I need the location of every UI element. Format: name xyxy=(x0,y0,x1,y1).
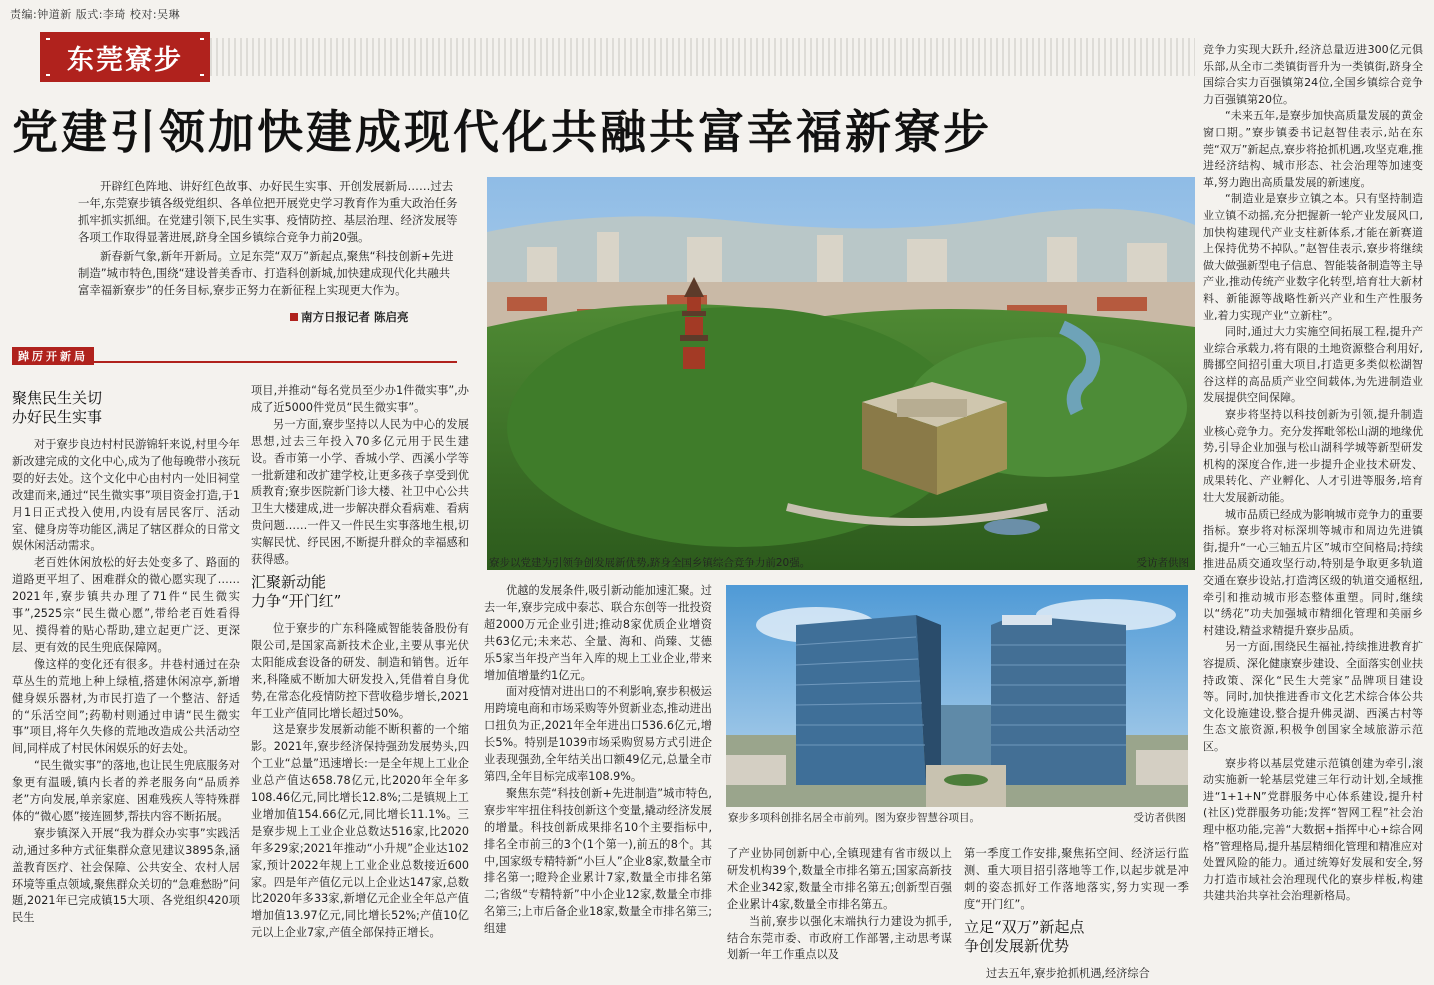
section-label: 东莞寮步 xyxy=(40,32,210,82)
subhead-line: 争创发展新优势 xyxy=(964,936,1070,955)
office-tower-left xyxy=(796,615,941,785)
staff-credits: 责编:钟道新 版式:李琦 校对:吴琳 xyxy=(10,8,181,21)
headline: 党建引领加快建成现代化共融共富幸福新寮步 xyxy=(12,105,992,159)
paragraph: “制造业是寮步立镇之本。只有坚持制造业立镇不动摇,充分把握新一轮产业发展风口,加快构建现代产业支柱新体系,才能在新赛道上保持优势不掉队。”赵智佳表示,寮步将继续做大做强新型电子信息、智能装备制造等主导产业,推动传统产业数字化转型,培育壮大新材料、新能源等战略性新兴产业和生产性服务业,着力实现产业“立新柱”。 xyxy=(1203,192,1423,322)
photo-caption-2 xyxy=(728,810,1186,825)
paragraph: “未来五年,是寮步加快高质量发展的黄金窗口期。”寮步镇委书记赵智佳表示,站在东莞“双万”新起点,寮步将抢抓机遇,攻坚克难,推进经济结构、城市形态、社会治理等加速变革,努力跑出高质量发展的新速度。 xyxy=(1203,109,1423,189)
paragraph: 对于寮步良边村村民游锦轩来说,村里今年新改建完成的文化中心,成为了他每晚带小孩玩耍的好去处。这个文化中心由村内一处旧祠堂改建而来,通过“民生微实事”项目资金打造,于1月1日正式投入使用,内设有居民客厅、活动室、健身房等功能区,满足了辖区群众的日常文娱休闲活动需求。 xyxy=(12,438,240,553)
paragraph: 项目,并推动“每名党员至少办1件微实事”,办成了近5000件党员“民生微实事”。 xyxy=(251,384,469,414)
tech-park-illustration xyxy=(726,585,1188,807)
photo-tech-park xyxy=(726,585,1188,807)
caption-text: 寮步多项科创排名居全市前列。图为寮步智慧谷项目。 xyxy=(728,812,980,824)
paragraph: 优越的发展条件,吸引新动能加速汇聚。过去一年,寮步完成中泰芯、联合东创等一批投资超2000万元企业引进;推动8家优质企业增资共63亿元;未来芯、全量、海和、尚臻、艾德乐5家当年投产当年入库的规上工业企业,带来增加值增量约1亿元。 xyxy=(484,584,712,682)
paragraph: 同时,通过大力实施空间拓展工程,提升产业综合承载力,将有限的土地资源整合利用好,腾挪空间招引重大项目,打造更多类似松湖智谷这样的高品质产业空间载体,为先进制造业发展提供空间保障。 xyxy=(1203,325,1423,405)
article-column-3 xyxy=(484,583,712,938)
paragraph: 这是寮步发展新动能不断积蓄的一个缩影。2021年,寮步经济保持强劲发展势头,四个工业“总量”迅速增长:一是全年规上工业企业总产值达658.78亿元,比2020年全年多108.46亿元,同比增长12.8%;二是镇规上工业增加值154.66亿元,同比增长11.1%。三是寮步规上工业企业总数达516家,比2020年多29家;2021年推动“小升规”企业达102家,预计2022年规上工业企业总数接近600家。四是年产值亿元以上企业达147家,总数比2020年多33家,新增亿元企业全年总产值增加值13.97亿元,同比增长52%;产值10亿元以上企业7家,产值全部保持正增长。 xyxy=(251,723,469,940)
article-column-5 xyxy=(964,846,1189,983)
article-column-1 xyxy=(12,385,240,927)
paragraph: 老百姓休闲放松的好去处变多了、路面的道路更平坦了、困难群众的微心愿实现了……2021年,寮步镇共办理了71件“民生微实事”,2525宗“民生微心愿”,带给老百姓看得见、摸得着的贴心帮助,建立起更广泛、更深层、更有效的民生兜底保障网。 xyxy=(12,556,240,654)
subhead xyxy=(12,389,240,427)
paragraph: 了产业协同创新中心,全镇现建有省市级以上研发机构39个,数量全市排名第五;国家高新技术企业342家,数量全市排名第五;创新型百强企业累计4家,数量全市排名第五。 xyxy=(727,847,952,911)
paragraph: 竞争力实现大跃升,经济总量迈进300亿元俱乐部,从全市二类镇街晋升为一类镇街,跻身全国综合实力百强镇第24位,全国乡镇综合竞争力百强镇第20位。 xyxy=(1203,43,1423,106)
subhead-line: 力争“开门红” xyxy=(251,591,342,610)
office-tower-right xyxy=(991,615,1126,785)
byline-marker xyxy=(290,313,298,321)
paragraph: 第一季度工作安排,聚焦拓空间、经济运行监测、重大项目招引落地等工作,以起步就是冲刺的姿态抓好工作落地落实,努力实现一季度“开门红”。 xyxy=(964,847,1189,911)
article-column-2 xyxy=(251,383,469,942)
byline-text: 南方日报记者 陈启亮 xyxy=(301,310,409,324)
subsection-header xyxy=(12,345,457,363)
photo-credit: 受访者供图 xyxy=(1136,557,1189,569)
paragraph: 寮步将坚持以科技创新为引领,提升制造业核心竞争力。充分发挥毗邻松山湖的地缘优势,引导企业加强与松山湖科学城等新型研发机构的深度合作,进一步提升企业技术研发、成果转化、产业孵化、人才引进等服务,培育壮大发展新动能。 xyxy=(1203,408,1423,505)
byline xyxy=(290,309,409,325)
subhead-line: 立足“双万”新起点 xyxy=(964,917,1085,936)
paragraph: 位于寮步的广东科隆威智能装备股份有限公司,是国家高新技术企业,主要从事光伏太阳能成套设备的研发、制造和销售。近年来,科隆威不断加大研发投入,凭借着自身优势,在常态化疫情防控下营收稳步增长,2021年工业产值同比增长超过50%。 xyxy=(251,621,469,720)
photo-credit: 受访者供图 xyxy=(1133,812,1186,824)
photo-aerial-park xyxy=(487,177,1195,570)
subhead-line: 办好民生实事 xyxy=(12,408,103,426)
paragraph: 面对疫情对进出口的不利影响,寮步积极运用跨境电商和市场采购等外贸新业态,推动进出口扭负为正,2021年全年进出口536.6亿元,增长5%。特别是1039市场采购贸易方式引进企业表现强劲,全年结关出口额49亿元,总量全市第四,全年目标完成率108.9%。 xyxy=(484,685,712,783)
subhead xyxy=(964,918,1189,956)
banner-pattern xyxy=(210,38,1195,76)
lead-paragraph: 新春新气象,新年开新局。立足东莞“双万”新起点,聚焦“科技创新+先进制造”城市特色,围绕“建设普美香市、打造科创新城,加快建成现代化共融共富幸福新寮步”的任务目标,寮步正努力在新征程上实现更大作为。 xyxy=(78,249,454,297)
paragraph: 寮步将以基层党建示范镇创建为牵引,滚动实施新一轮基层党建三年行动计划,全域推进“1+1+N”党群服务中心体系建设,提升村(社区)党群服务功能;发挥“智网工程”社会治理中枢功能,完善“大数据+指挥中心+综合网格”管理格局,提升基层精细化管理和精准应对处置风险的能力。通过统筹好发展和安全,努力打造市域社会治理现代化的寮步样板,构建共建共治共享社会治理新格局。 xyxy=(1203,756,1423,903)
caption-text: 寮步以党建为引领争创发展新优势,跻身全国乡镇综合竞争力前20强。 xyxy=(489,557,811,569)
paragraph: 寮步镇深入开展“我为群众办实事”实践活动,通过多种方式征集群众意见建议3895条,涵盖教育医疗、社会保障、公共安全、农村人居环境等重点领域,聚焦群众关切的“急难愁盼”问题,2021年已完成镇15大项、各党组织420项民生 xyxy=(12,826,240,925)
paragraph: 当前,寮步以强化末端执行力建设为抓手,结合东莞市委、市政府工作部署,主动思考谋划新一年工作重点以及 xyxy=(727,914,952,962)
lead-paragraph: 开辟红色阵地、讲好红色故事、办好民生实事、开创发展新局……过去一年,东莞寮步镇各级党组织、各单位把开展党史学习教育作为重大政治任务抓牢抓实抓细。在党建引领下,民生实事、疫情防控、基层治理、经济发展等各项工作取得显著进展,跻身全国乡镇综合竞争力前20强。 xyxy=(78,179,458,244)
paragraph: 聚焦东莞“科技创新+先进制造”城市特色,寮步牢牢扭住科技创新这个变量,撬动经济发展的增量。科技创新成果排名10个主要指标中,排名全市前三的3个(1个第一),前五的8个。其中,国家级专精特新“小巨人”企业8家,数量全市排名第一;瞪羚企业累计7家,数量全市排名第二;省级“专精特新”中小企业12家,数量全市排名第三;上市后备企业18家,数量全市排名第三;组建 xyxy=(484,786,712,936)
lead-paragraphs xyxy=(78,178,461,301)
subhead-line: 聚焦民生关切 xyxy=(12,389,103,407)
article-column-6 xyxy=(1203,42,1423,905)
paragraph: “民生微实事”的落地,也让民生兜底服务对象更有温暖,镇内长者的养老服务向“品质养老”方向发展,单亲家庭、困难残疾人等特殊群体的“微心愿”接连圆梦,帮扶内容不断拓展。 xyxy=(12,759,240,823)
aerial-park-illustration xyxy=(487,177,1195,570)
paragraph: 另一方面,围绕民生福祉,持续推进教育扩容提质、深化健康寮步建设、全面落实创业扶持政策、深化“民生大莞家”品牌项目建设等。同时,加快推进香市文化艺术综合体公共文化设施建设,整合提升佛灵湖、西溪古村等生态文旅资源,积极争创国家全域旅游示范区。 xyxy=(1203,640,1423,753)
paragraph: 另一方面,寮步坚持以人民为中心的发展思想,过去三年投入70多亿元用于民生建设。香市第一小学、香城小学、西溪小学等一批新建和改扩建学校,让更多孩子享受到优质教育;寮步医院新门诊大楼、社卫中心公共卫生大楼建成,进一步解决群众看病难、看病贵问题……一件又一件民生实事落地生根,切实解民忧、纾民困,不断提升群众的幸福感和获得感。 xyxy=(251,417,469,567)
subsection-tag: 踔厉开新局 xyxy=(12,347,94,365)
photo-caption-1 xyxy=(489,555,1189,570)
subhead-line: 汇聚新动能 xyxy=(251,572,327,591)
paragraph: 过去五年,寮步抢抓机遇,经济综合 xyxy=(986,966,1150,980)
paragraph: 像这样的变化还有很多。井巷村通过在杂草丛生的荒地上种上绿植,搭建休闲凉亭,新增健身娱乐器材,为市民打造了一个整洁、舒适的“乐活空间”;药勒村则通过申请“民生微实事”项目,将年久失修的荒地改造成公共活动空间,同样成了村民休闲娱乐的好去处。 xyxy=(12,657,240,756)
article-column-4 xyxy=(727,846,952,964)
paragraph: 城市品质已经成为影响城市竞争力的重要指标。寮步将对标深圳等城市和周边先进镇街,提升“一心三轴五片区”城市空间格局;持续推进品质交通攻坚行动,特别是争取更多轨道交通在寮步设站,打造湾区级的轨道交通枢纽,牵引和推动城市形态整体重塑。同时,继续以“绣花”功夫加强城市精细化管理和美丽乡村建设,精益求精提升寮步品质。 xyxy=(1203,507,1423,637)
subhead xyxy=(251,573,469,611)
